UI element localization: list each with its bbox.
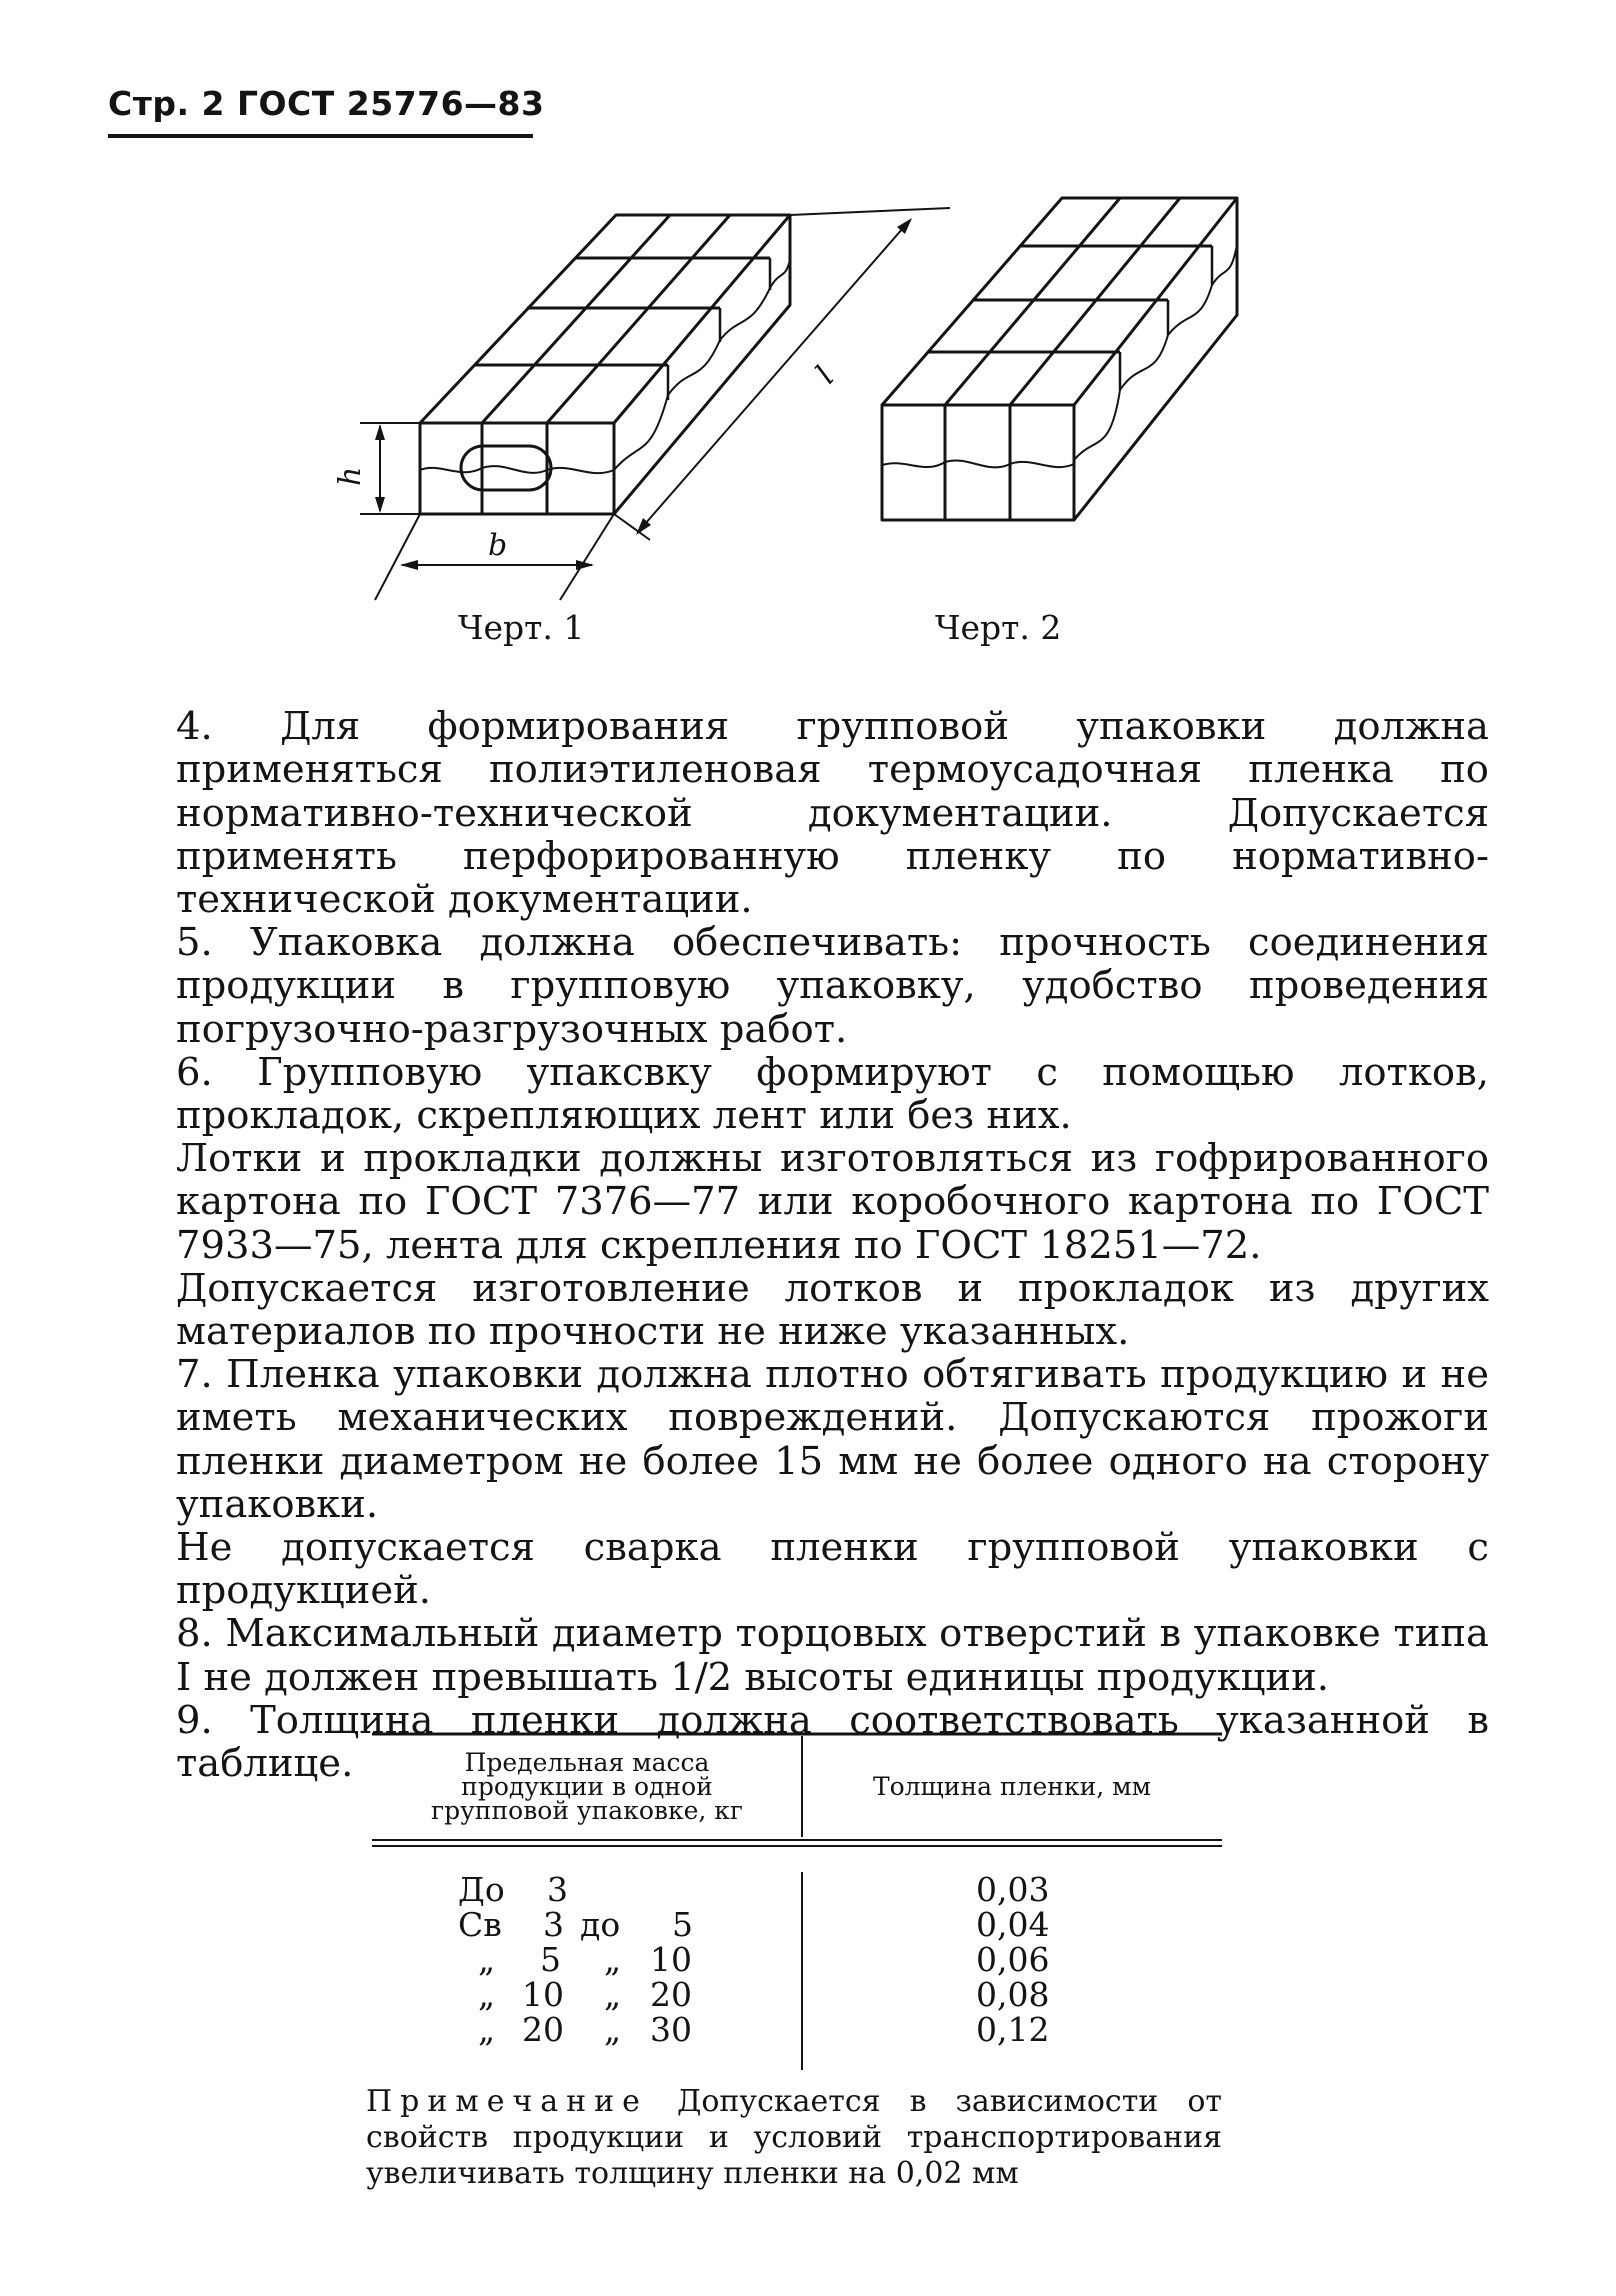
body-text	[176, 662, 1489, 1785]
row2-c1: Св	[458, 1905, 502, 1944]
row1-thickness: 0,03	[976, 1870, 1050, 1909]
paragraph-trays: Лотки и прокладки должны изготовляться из гофрированного картона по ГОСТ 7376—77 или коробочного картона по ГОСТ 7933—75, лента для скрепления по ГОСТ 18251—72.	[176, 1136, 1489, 1268]
row4-c3: „	[604, 1975, 622, 2014]
row5-c4: 30	[650, 2010, 692, 2049]
header-mass-line2: продукции в одной	[461, 1772, 713, 1801]
paragraph-5: 5. Упаковка должна обеспечивать: прочность соединения продукции в групповую упаковку, удобство проведения погрузочно-разгрузочных работ.	[176, 920, 1489, 1052]
header-mass-line3: групповой упаковке, кг	[431, 1796, 743, 1825]
paragraph-8: 8. Максимальный диаметр торцовых отверстий в упаковке типа I не должен превышать 1/2 высоты единицы продукции.	[176, 1611, 1489, 1700]
row3-c2: 5	[540, 1940, 561, 1979]
front-face-2	[882, 405, 1074, 520]
row3-c3: „	[604, 1940, 622, 1979]
row4-c1: „	[478, 1975, 496, 2014]
drawing-2-body	[882, 198, 1237, 520]
header-thickness: Толщина пленки, мм	[872, 1772, 1152, 1801]
row2-c3: до	[580, 1905, 621, 1944]
dim-h-label: h	[333, 466, 368, 486]
paragraph-6: 6. Групповую упаксвку формируют с помощью лотков, прокладок, скрепляющих лент или без них.	[176, 1049, 1489, 1139]
row3-thickness: 0,06	[976, 1940, 1050, 1979]
paragraph-welding: Не допускается сварка пленки групповой упаковки с продукцией.	[176, 1525, 1489, 1614]
row5-c1: „	[478, 2010, 496, 2049]
paragraph-9: 9. Толщина пленки должна соответствовать указанной в таблице.	[176, 1697, 1489, 1787]
packaging-drawings	[320, 190, 1270, 610]
page-header: Стр. 2 ГОСТ 25776—83	[108, 84, 545, 123]
row3-c1: „	[478, 1940, 496, 1979]
paragraph-materials: Допускается изготовление лотков и прокладок из других материалов по прочности не ниже указанных.	[176, 1265, 1489, 1355]
row5-thickness: 0,12	[976, 2010, 1050, 2049]
drawing-1	[360, 208, 950, 600]
figure-2-caption: Черт. 2	[935, 608, 1062, 647]
figures-area	[320, 190, 1270, 610]
paragraph-4-text: 4. Для формирования групповой упаковки должна применяться полиэтиленовая термоусадочная пленка по нормативно-технической документации. Допускается применять перфорированную пленку по нормативно-технической документации.	[176, 704, 1489, 923]
dim-l-label: l	[809, 360, 842, 391]
note-label: Примечание	[366, 2084, 648, 2119]
row3-c4: 10	[650, 1940, 692, 1979]
note-text: Допускается в зависимости от свойств продукции и условий транспортирования увеличивать толщину пленки на 0,02 мм	[366, 2084, 1222, 2191]
dim-b-label: b	[488, 528, 508, 563]
row2-c2: 3	[543, 1905, 564, 1944]
paragraph-7: 7. Пленка упаковки должна плотно обтягивать продукцию и не иметь механических повреждений. Допускаются прожоги пленки диаметром не более 15 мм не более одного на сторону упаковки.	[176, 1352, 1489, 1527]
row5-c3: „	[604, 2010, 622, 2049]
row4-c2: 10	[522, 1975, 564, 2014]
figure-1-caption: Черт. 1	[458, 608, 585, 647]
row1-c2: 3	[547, 1870, 568, 1909]
row2-thickness: 0,04	[976, 1905, 1050, 1944]
front-face-1	[420, 423, 614, 514]
table-note	[366, 2084, 1222, 2192]
row2-c4: 5	[672, 1905, 693, 1944]
row4-c4: 20	[650, 1975, 692, 2014]
row4-thickness: 0,08	[976, 1975, 1050, 2014]
row1-c1: До	[458, 1870, 505, 1909]
row5-c2: 20	[522, 2010, 564, 2049]
header-rule	[108, 134, 533, 138]
header-mass-line1: Предельная масса	[464, 1748, 710, 1777]
paragraph-4	[176, 662, 1489, 921]
